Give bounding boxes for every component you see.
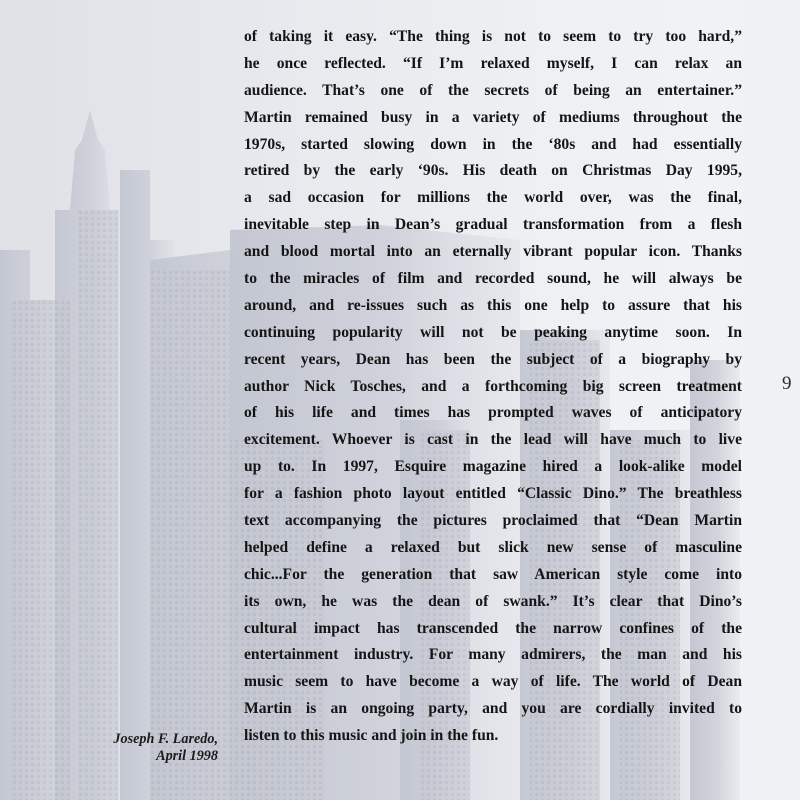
text-line: Martin is an ongoing party, and you are cordially invited to	[244, 700, 742, 718]
text-line: entertainment industry. For many admirers, the man and his	[244, 646, 742, 664]
text-line: to the miracles of film and recorded sound, he will always be	[244, 270, 742, 288]
text-line: up to. In 1997, Esquire magazine hired a look-alike model	[244, 458, 742, 476]
text-line: inevitable step in Dean’s gradual transformation from a flesh	[244, 216, 742, 234]
text-line: for a fashion photo layout entitled “Classic Dino.” The breathless	[244, 485, 742, 503]
author-name: Joseph F. Laredo,	[113, 731, 218, 747]
author-attribution	[96, 731, 218, 765]
text-line: retired by the early ‘90s. His death on Christmas Day 1995,	[244, 162, 742, 180]
attribution-date: April 1998	[156, 748, 218, 764]
article-body	[244, 24, 742, 750]
text-line: its own, he was the dean of swank.” It’s clear that Dino’s	[244, 592, 742, 610]
text-line: continuing popularity will not be peaking anytime soon. In	[244, 323, 742, 341]
text-line: author Nick Tosches, and a forthcoming big screen treatment	[244, 377, 742, 395]
text-line: a sad occasion for millions the world over, was the final,	[244, 189, 742, 207]
text-line: he once reflected. “If I’m relaxed myself, I can relax an	[244, 54, 742, 72]
text-line: audience. That’s one of the secrets of being an entertainer.”	[244, 81, 742, 99]
text-line: listen to this music and join in the fun.	[244, 727, 499, 745]
text-line: of taking it easy. “The thing is not to seem to try too hard,”	[244, 28, 742, 45]
text-line: text accompanying the pictures proclaimed that “Dean Martin	[244, 512, 742, 530]
text-line: and blood mortal into an eternally vibrant popular icon. Thanks	[244, 243, 742, 261]
text-line: chic...For the generation that saw American style come into	[244, 565, 742, 583]
text-line: music seem to have become a way of life. The world of Dean	[244, 673, 742, 691]
text-line: around, and re-issues such as this one help to assure that his	[244, 296, 742, 314]
text-line: Martin remained busy in a variety of mediums throughout the	[244, 108, 742, 126]
text-line: recent years, Dean has been the subject of a biography by	[244, 350, 742, 368]
text-line: of his life and times has prompted waves of anticipatory	[244, 404, 742, 422]
text-line: cultural impact has transcended the narrow confines of the	[244, 619, 742, 637]
page-number: 9	[782, 373, 792, 394]
text-line: excitement. Whoever is cast in the lead will have much to live	[244, 431, 742, 449]
text-line: 1970s, started slowing down in the ‘80s and had essentially	[244, 135, 742, 153]
text-line: helped define a relaxed but slick new sense of masculine	[244, 538, 742, 556]
